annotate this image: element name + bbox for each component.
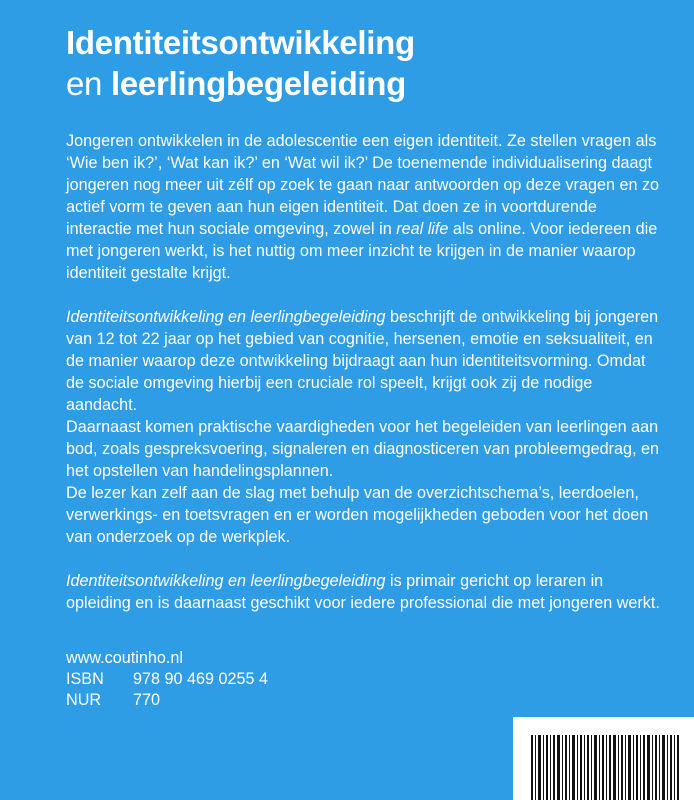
paragraph-2-line-2: Daarnaast komen praktische vaardigheden voor het begeleiden van leerlingen aan bod, zoals gespreksvoering, signaleren en diagnosticeren van probleemgedrag, en het opstellen van handelingsplannen. (66, 418, 660, 480)
nur-value: 770 (133, 691, 161, 709)
title-line-2 (66, 63, 415, 104)
book-title (66, 22, 415, 104)
title-line-2-bold: leerlingbegeleiding (110, 65, 407, 102)
barcode-area (513, 717, 694, 800)
website: www.coutinho.nl (66, 649, 183, 667)
blurb (66, 130, 666, 614)
isbn-value: 978 90 469 0255 4 (133, 670, 269, 688)
paragraph-3-text: is primair gericht op leraren in opleiding en is daarnaast geschikt voor iedere professional die met jongeren werkt. (66, 572, 660, 612)
barcode (531, 735, 681, 800)
paragraph-2-line-3: De lezer kan zelf aan de slag met behulp van de overzichtschema’s, leerdoelen, verwerkings- en toetsvragen en er worden mogelijkheden geboden voor het doen van onderzoek op de werkplek. (66, 484, 649, 546)
paragraph-1 (66, 130, 666, 284)
paragraph-1-text-a: Jongeren ontwikkelen in de adolescentie een eigen identiteit. Ze stellen vragen als ‘Wie ben ik?’, ‘Wat kan ik?’ en ‘Wat wil ik?’ De toenemende individualisering daagt jongeren nog meer uit zélf op zoek te gaan naar antwoorden op deze vragen en zo actief vorm te geven aan hun eigen identiteit. Dat doen ze in voortdurende interactie met hun sociale omgeving, zowel in (66, 132, 660, 238)
paragraph-3 (66, 570, 666, 614)
nur-row (66, 690, 268, 711)
nur-label: NUR (66, 691, 102, 709)
paragraph-gap (66, 548, 666, 570)
paragraph-2-text: beschrijft de ontwikkeling bij jongeren van 12 tot 22 jaar op het gebied van cognitie, hersenen, emotie en seksualiteit, en de manier waarop deze ontwikkeling bijdraagt aan hun identiteitsvorming. Omdat de sociale omgeving hierbij een cruciale rol speelt, krijgt ook zij de nodige aandacht. (66, 308, 659, 414)
paragraph-2 (66, 306, 666, 416)
paragraph-1-italic: real life (396, 220, 449, 238)
title-line-1: Identiteitsontwikkeling (66, 24, 415, 61)
isbn-label: ISBN (66, 670, 104, 688)
paragraph-3-italic: Identiteitsontwikkeling en leerlingbegeleiding (66, 572, 386, 590)
publication-info (66, 648, 268, 711)
paragraph-1-text-b: als online. Voor iedereen die met jongeren werkt, is het nuttig om meer inzicht te krijgen in de manier waarop identiteit gestalte krijgt. (66, 220, 658, 282)
paragraph-2-italic: Identiteitsontwikkeling en leerlingbegeleiding (66, 308, 386, 326)
paragraph-gap (66, 284, 666, 306)
isbn-row (66, 669, 268, 690)
title-line-2-prefix: en (66, 65, 111, 102)
